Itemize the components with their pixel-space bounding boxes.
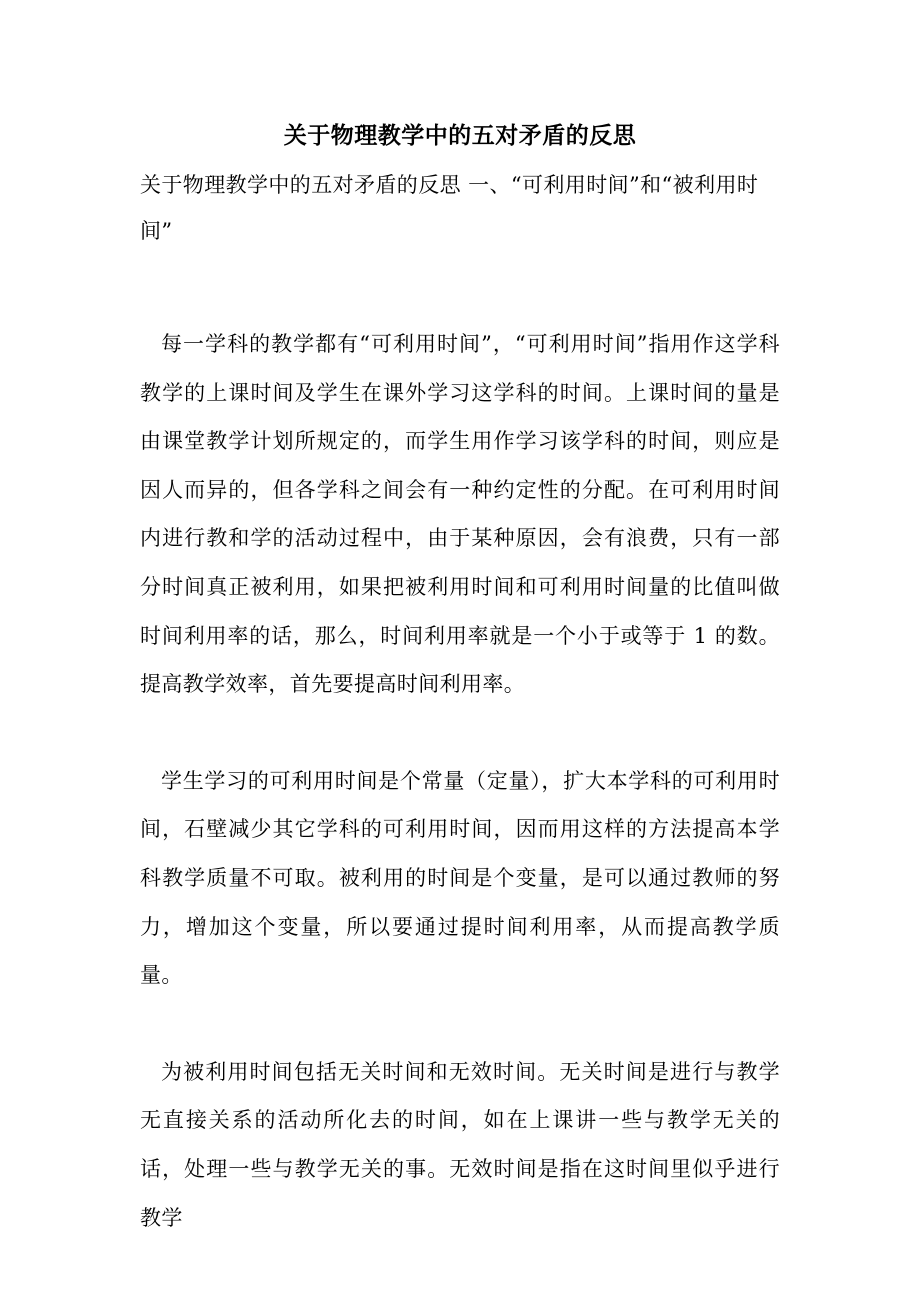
paragraph-3: 为被利用时间包括无关时间和无效时间。无关时间是进行与教学无直接关系的活动所化去的时间，如在上课讲一些与教学无关的话，处理一些与教学无关的事。无效时间是指在这时间里似乎进行教学 [140,1059,780,1230]
document-title: 关于物理教学中的五对矛盾的反思 [283,122,637,149]
paragraph-1: 每一学科的教学都有“可利用时间”，“可利用时间”指用作这学科教学的上课时间及学生在课外学习这学科的时间。上课时间的量是由课堂教学计划所规定的，而学生用作学习该学科的时间，则应是因人而异的，但各学科之间会有一种约定性的分配。在可利用时间内进行教和学的活动过程中，由于某种原因，会有浪费，只有一部分时间真正被利用，如果把被利用时间和可利用时间量的比值叫做时间利用率的话，那么，时间利用率就是一个小于或等于 1 的数。提高教学效率，首先要提高时间利用率。 [140,332,780,697]
paragraph-2: 学生学习的可利用时间是个常量（定量），扩大本学科的可利用时间，石壁减少其它学科的可利用时间，因而用这样的方法提高本学科教学质量不可取。被利用的时间是个变量，是可以通过教师的努力，增加这个变量，所以要通过提时间利用率，从而提高教学质量。 [140,768,780,988]
section-heading: 关于物理教学中的五对矛盾的反思 一、“可利用时间”和“被利用时间” [140,173,759,243]
